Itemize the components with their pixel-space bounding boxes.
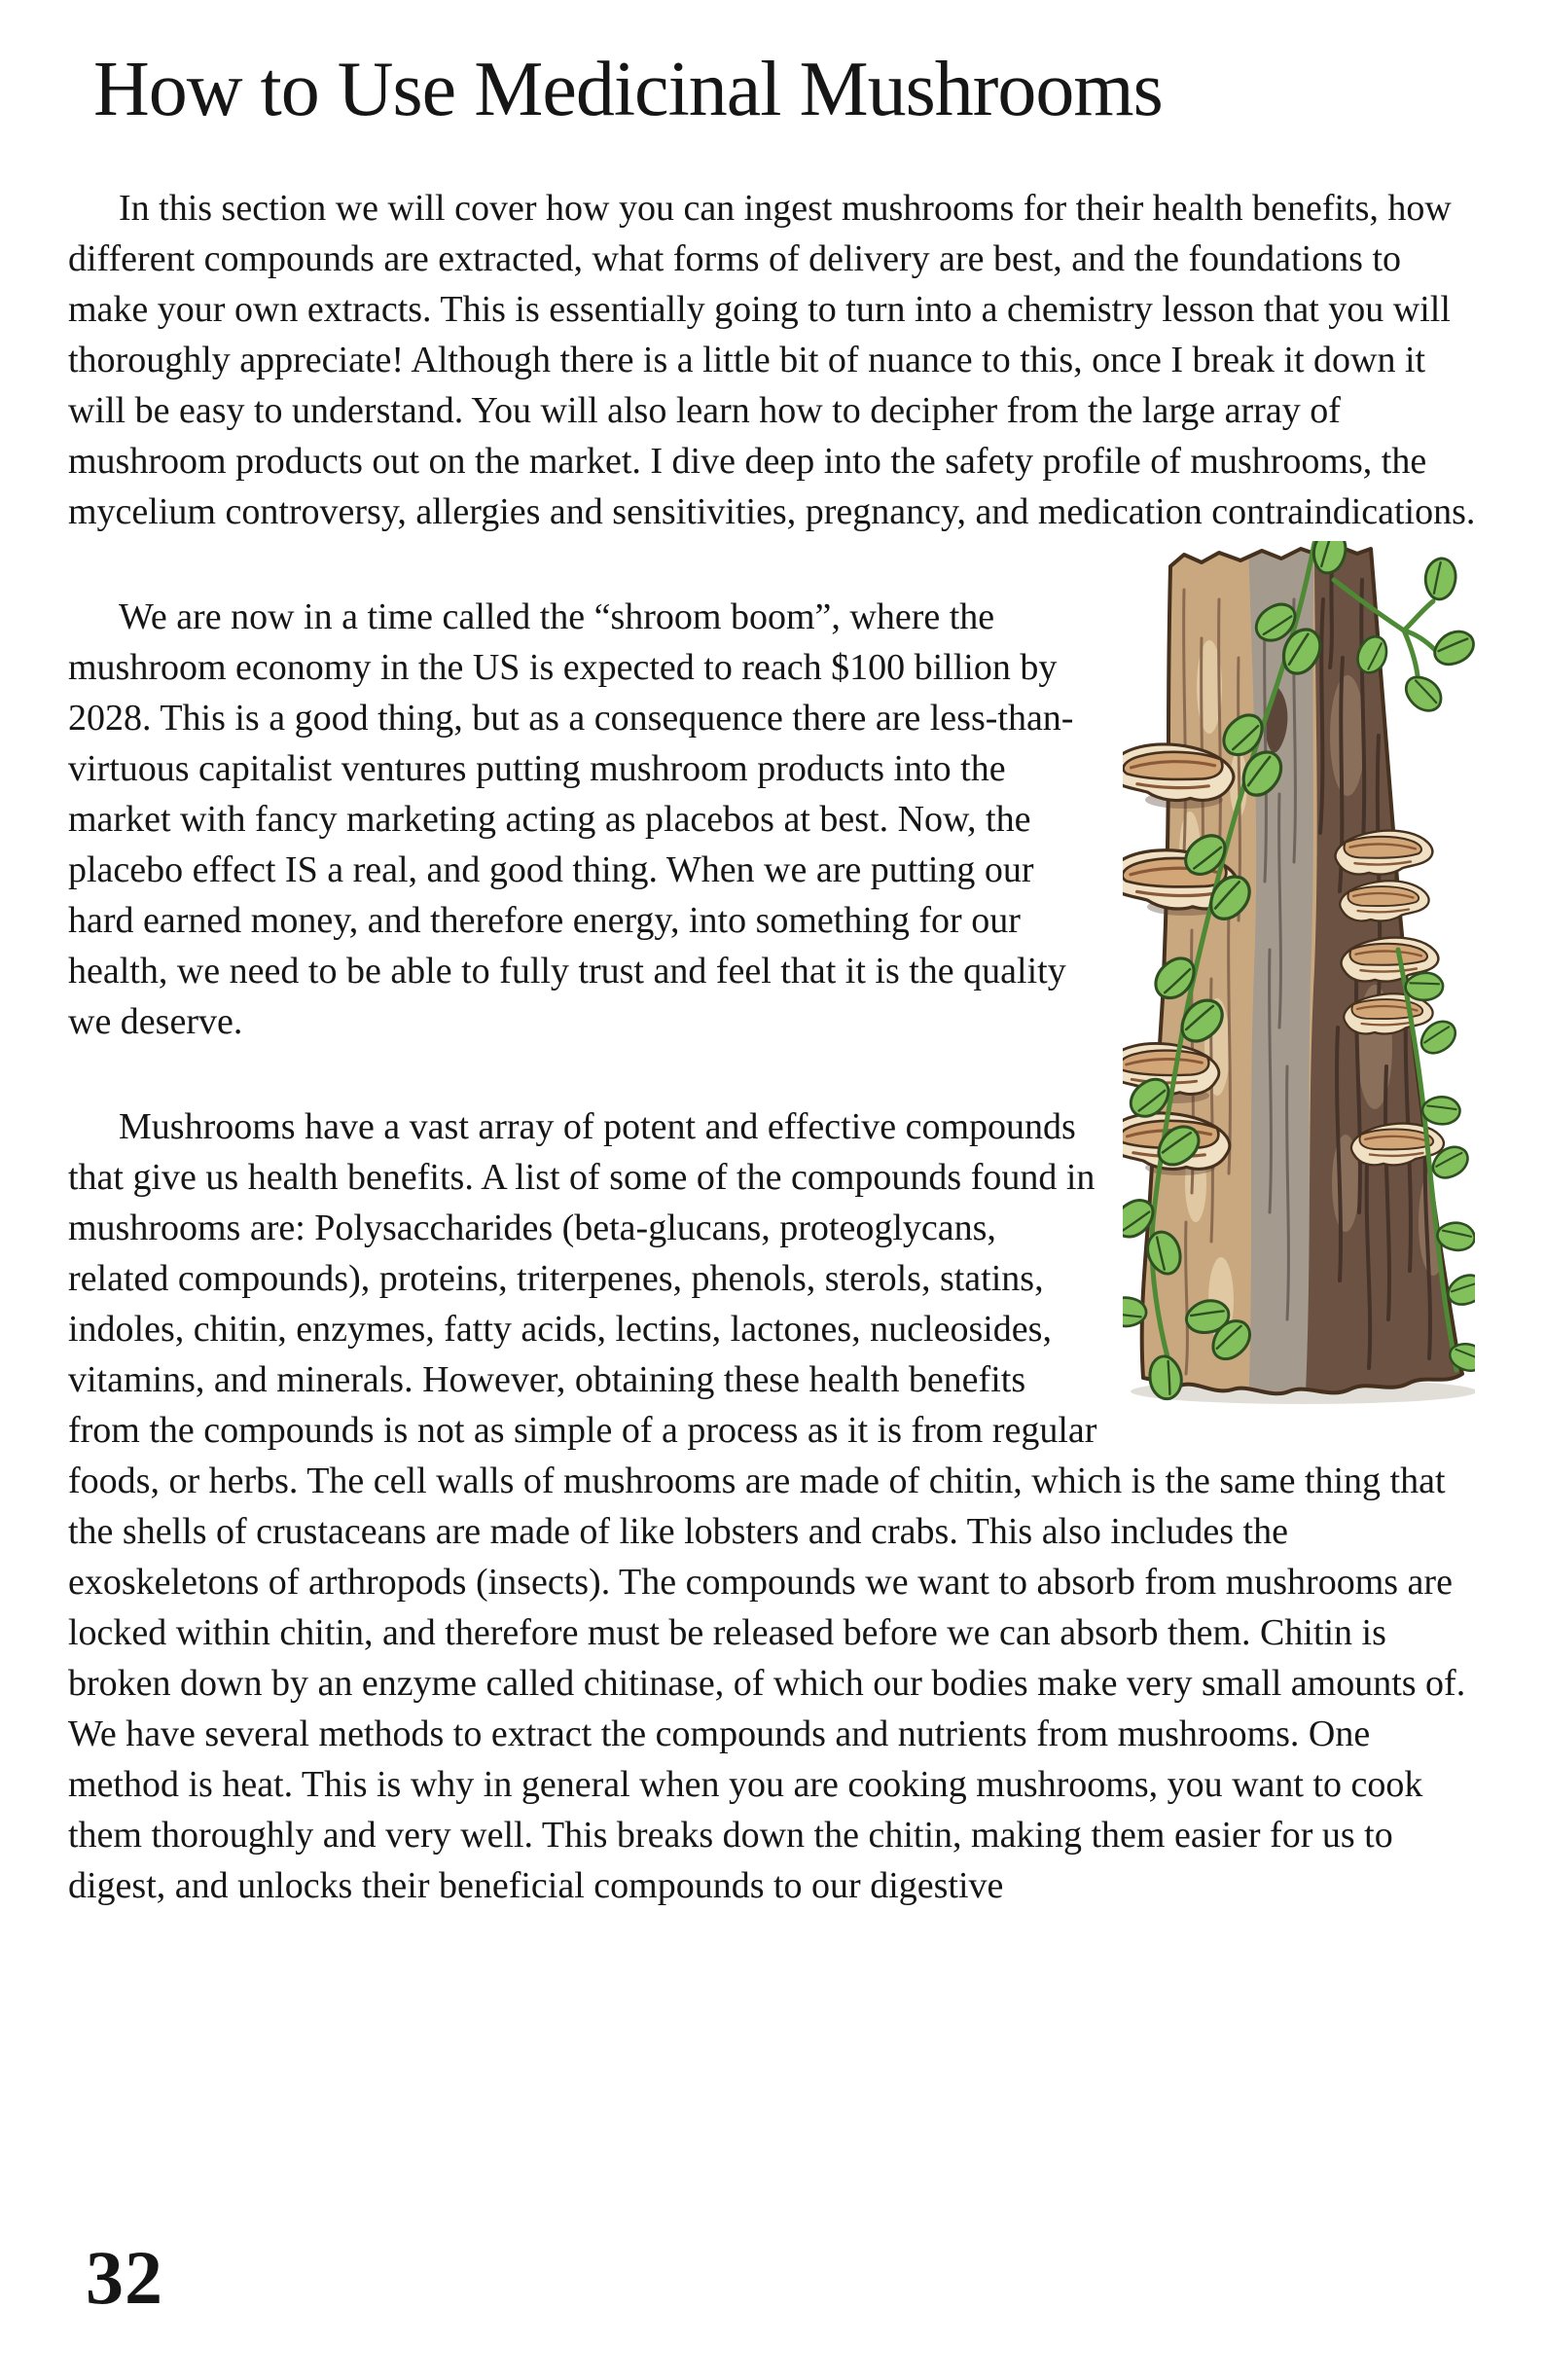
- paragraph-intro: In this section we will cover how you can ingest mushrooms for their health benefits, how different compounds are extracted, what forms of delivery are best, and the foundations to make your own extracts. This is essentially going to turn into a chemistry lesson that you will thoroughly appreciate! Although there is a little bit of nuance to this, once I break it down it will be easy to understand. You will also learn how to decipher from the large array of mushroom products out on the market. I dive deep into the safety profile of mushrooms, the mycelium controversy, allergies and sensitivities, pregnancy, and medication contraindications.: [68, 188, 1476, 532]
- tree-trunk-illustration: [1123, 541, 1475, 1412]
- paragraph-shroom-boom: We are now in a time called the “shroom boom”, where the mushroom economy in the US is expected to reach $100 billion by 2028. This is a good thing, but as a consequence there are less-than-virtuous capitalist ventures putting mushroom products into the market with fancy marketing acting as placebos at best. Now, the placebo effect IS a real, and good thing. When we are putting our hard earned money, and therefore energy, into something for our health, we need to be able to fully trust and feel that it is the quality we deserve.: [68, 596, 1074, 1042]
- paragraph-compounds: Mushrooms have a vast array of potent and effective compounds that give us health benefits. A list of some of the compounds found in mushrooms are: Polysaccharides (beta-glucans, proteoglycans, related compounds), proteins, triterpenes, phenols, sterols, statins, indoles, chitin, enzymes, fatty acids, lectins, lactones, nucleosides, vitamins, and minerals. However, obtaining these health benefits from the compounds is not as simple of a process as it is from regular foods, or herbs. The cell walls of mushrooms are made of chitin, which is the same thing that the shells of crustaceans are made of like lobsters and crabs. This also includes the exoskeletons of arthropods (insects). The compounds we want to absorb from mushrooms are locked within chitin, and therefore must be released before we can absorb them. Chitin is broken down by an enzyme called chitinase, of which our bodies make very small amounts of. We have several methods to extract the compounds and nutrients from mushrooms. One method is heat. This is why in general when you are cooking mushrooms, you want to cook them thoroughly and very well. This breaks down the chitin, making them easier for us to digest, and unlocks their beneficial compounds to our digestive: [68, 1106, 1466, 1906]
- page-title: How to Use Medicinal Mushrooms: [93, 47, 1163, 132]
- page-number: 32: [86, 2235, 163, 2320]
